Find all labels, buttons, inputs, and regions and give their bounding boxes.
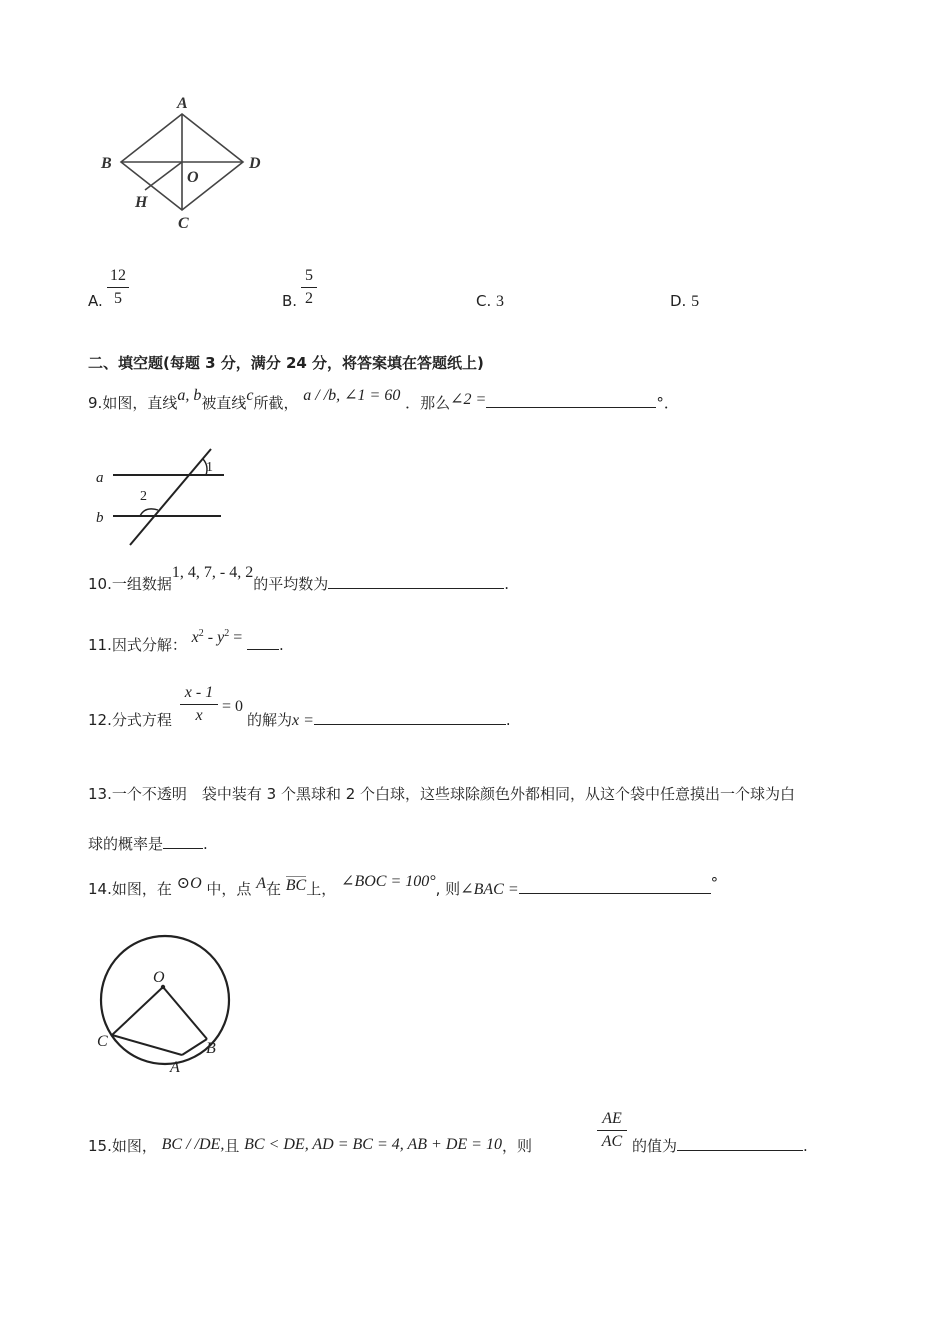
- q15-numerator: AE: [602, 1110, 622, 1127]
- label-o: O: [153, 969, 165, 986]
- q14-math-angle-bac: ∠BAC =: [460, 881, 519, 898]
- q9-math-ab: a, b: [177, 387, 202, 404]
- q15-text-5: .: [803, 1137, 808, 1155]
- label-c: C: [178, 215, 189, 232]
- option-c-value: 3: [496, 293, 505, 310]
- question-10: [88, 564, 509, 594]
- q14-text-5: , 则: [435, 880, 461, 898]
- q15-text-2: 且: [224, 1137, 240, 1155]
- label-b: B: [206, 1040, 216, 1057]
- question-14: [88, 873, 719, 899]
- q12-text-1: 分式方程: [111, 711, 172, 729]
- segment-oc: [112, 987, 163, 1035]
- label-c: C: [97, 1033, 108, 1050]
- q12-denominator: x: [195, 707, 203, 724]
- question-15: [88, 1135, 532, 1156]
- q11-number: 11.: [88, 636, 112, 654]
- q10-number: 10.: [88, 575, 112, 593]
- q12-math-x: x =: [292, 712, 314, 729]
- label-angle-2: 2: [140, 489, 147, 504]
- q13-line-2: 球的概率是: [88, 835, 164, 853]
- option-c[interactable]: [476, 292, 504, 311]
- option-b-label: B.: [282, 292, 298, 310]
- q15-math-conditions: BC < DE, AD = BC = 4, AB + DE = 10: [244, 1136, 502, 1153]
- q9-text-4: ．那么: [405, 394, 451, 412]
- question-12: [88, 709, 172, 730]
- label-b: B: [101, 155, 112, 172]
- q12-equals-zero: = 0: [222, 698, 244, 715]
- q14-text-3: 在: [265, 880, 281, 898]
- q14-math-angle-boc: ∠BOC = 100°: [341, 873, 436, 890]
- option-b-denominator: 2: [305, 290, 313, 307]
- q11-sup-1: 2: [198, 628, 204, 639]
- circle-figure: [90, 925, 250, 1080]
- q9-math-angle2: ∠2 =: [450, 391, 487, 408]
- label-angle-1: 1: [206, 460, 213, 475]
- q11-answer-blank[interactable]: [247, 635, 279, 650]
- q12-answer-line: [247, 709, 511, 730]
- q12-text-2: 的解为: [247, 711, 293, 729]
- option-b-fraction: [301, 267, 317, 308]
- rhombus-figure: [95, 90, 275, 235]
- q15-rest: [632, 1135, 808, 1156]
- label-line-b: b: [96, 510, 104, 526]
- q10-answer-blank[interactable]: [328, 574, 504, 589]
- q14-number: 14.: [88, 880, 112, 898]
- q9-math-c: c: [246, 387, 254, 404]
- q14-text-6: °: [710, 874, 719, 892]
- q10-text-2: 的平均数为: [253, 575, 329, 593]
- q14-text-4: 上，: [306, 880, 337, 898]
- question-11: [88, 628, 284, 655]
- q15-denominator: AC: [601, 1133, 623, 1150]
- option-a-fraction: [107, 267, 129, 308]
- question-9: [88, 387, 679, 413]
- question-13-line-2: [88, 833, 208, 854]
- q14-math-a: A: [256, 875, 266, 892]
- segment-ob: [163, 987, 207, 1039]
- q13-number: 13.: [88, 785, 112, 803]
- q14-math-circle-o: ⊙O: [176, 875, 202, 892]
- label-a: A: [170, 1059, 180, 1076]
- q9-text-5: °．: [656, 394, 679, 412]
- q12-fraction: [180, 684, 218, 725]
- segment-ca: [112, 1035, 182, 1055]
- q12-numerator: x - 1: [184, 684, 214, 701]
- option-c-label: C.: [476, 292, 492, 310]
- q13-line-1: 一个不透明 袋中装有 3 个黑球和 2 个白球，这些球除颜色外都相同，从这个袋中任意摸出一个球为白: [111, 785, 796, 803]
- q9-math-condition: a / /b, ∠1 = 60: [303, 387, 401, 404]
- q12-rest: [222, 697, 243, 716]
- q15-math-parallel: BC / /DE,: [161, 1136, 225, 1153]
- q15-text-3: ，则: [501, 1137, 532, 1155]
- q9-text-3: 所截，: [253, 394, 299, 412]
- option-d-label: D.: [670, 292, 687, 310]
- option-a-denominator: 5: [114, 290, 122, 307]
- q11-equals: =: [229, 629, 243, 646]
- q15-fraction: [597, 1110, 627, 1151]
- q15-number: 15.: [88, 1137, 112, 1155]
- option-a-numerator: 12: [110, 267, 126, 284]
- label-line-a: a: [96, 470, 104, 486]
- option-b-numerator: 5: [305, 267, 313, 284]
- label-a: A: [177, 95, 188, 112]
- q13-text-3: .: [203, 835, 208, 853]
- q11-minus: -: [203, 629, 218, 646]
- q12-answer-blank[interactable]: [314, 710, 506, 725]
- q11-text-2: .: [279, 636, 284, 654]
- q14-text-1: 如图，在: [111, 880, 172, 898]
- q10-text-3: .: [504, 575, 509, 593]
- option-d[interactable]: [670, 292, 699, 311]
- q12-text-3: .: [505, 711, 511, 729]
- q14-math-arc-bc: BC: [285, 877, 307, 894]
- q10-math-data: 1, 4, 7, - 4, 2: [171, 564, 254, 581]
- q15-text-4: 的值为: [632, 1137, 678, 1155]
- label-h: H: [135, 194, 148, 211]
- option-a[interactable]: [88, 292, 103, 310]
- q11-sup-2: 2: [224, 628, 230, 639]
- label-d: D: [249, 155, 261, 172]
- q14-text-2: 中，点: [206, 880, 252, 898]
- question-13: [88, 783, 795, 804]
- parallel-lines-figure: [90, 440, 240, 552]
- q9-text-1: 如图，直线: [102, 394, 178, 412]
- segment-oh: [145, 162, 182, 190]
- option-d-value: 5: [691, 293, 700, 310]
- q11-math-x: x: [191, 629, 199, 646]
- q15-answer-blank[interactable]: [677, 1136, 803, 1151]
- q13-answer-blank[interactable]: [163, 834, 203, 849]
- q10-text-1: 一组数据: [111, 575, 172, 593]
- q11-math-y: y: [217, 629, 225, 646]
- option-a-label: A.: [88, 292, 103, 310]
- q11-text-1: 因式分解：: [111, 636, 187, 654]
- q9-number: 9.: [88, 394, 103, 412]
- q9-text-2: 被直线: [201, 394, 247, 412]
- q14-answer-blank[interactable]: [519, 879, 711, 894]
- section-heading: 二、填空题(每题 3 分，满分 24 分，将答案填在答题纸上): [88, 354, 484, 372]
- option-b[interactable]: [282, 292, 297, 310]
- q15-text-1: 如图，: [111, 1137, 157, 1155]
- q9-answer-blank[interactable]: [486, 393, 656, 408]
- q12-number: 12.: [88, 711, 112, 729]
- label-o: O: [187, 169, 199, 186]
